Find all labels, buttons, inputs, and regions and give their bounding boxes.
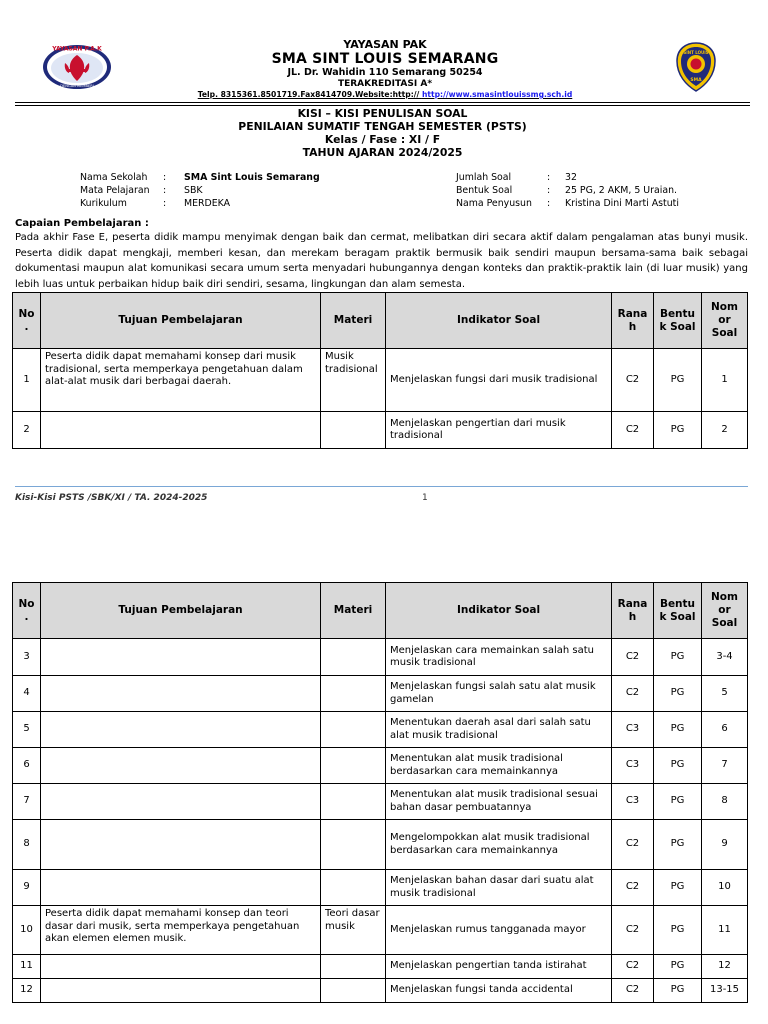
cell-no: 7 <box>13 784 41 820</box>
header-ranah: Rana h <box>612 293 654 349</box>
header-ranah: Rana h <box>612 583 654 639</box>
cell-ranah: C2 <box>612 820 654 870</box>
table-row <box>13 349 748 412</box>
cell-materi <box>321 955 386 979</box>
contact-line <box>120 90 650 100</box>
cell-no: 2 <box>13 412 41 449</box>
cell-ranah: C2 <box>612 639 654 676</box>
table-row <box>13 639 748 676</box>
sint-louis-seal-logo <box>675 41 717 93</box>
logo-right-bottom: SMA <box>690 78 702 83</box>
cell-nomor: 13-15 <box>702 979 748 1003</box>
cell-materi <box>321 870 386 906</box>
capaian-title: Capaian Pembelajaran : <box>15 218 149 229</box>
cell-materi <box>321 676 386 712</box>
cell-indikator: Menjelaskan fungsi salah satu alat musik gamelan <box>386 676 612 712</box>
header-nomor: Nom or Soal <box>702 583 748 639</box>
logo-right-text: SINT LOUIS <box>683 50 709 55</box>
cell-no: 11 <box>13 955 41 979</box>
cell-nomor: 10 <box>702 870 748 906</box>
accreditation: TERAKREDITASI A* <box>337 79 433 89</box>
cell-nomor: 1 <box>702 349 748 412</box>
cell-indikator: Menjelaskan fungsi dari musik tradisional <box>386 349 612 412</box>
identity-left <box>80 171 320 210</box>
cell-ranah: C3 <box>612 748 654 784</box>
cell-materi <box>321 639 386 676</box>
cell-tujuan <box>41 979 321 1003</box>
cell-materi <box>321 820 386 870</box>
cell-bentuk: PG <box>654 784 702 820</box>
cell-materi <box>321 784 386 820</box>
table-row <box>13 784 748 820</box>
cell-bentuk: PG <box>654 955 702 979</box>
header-indikator: Indikator Soal <box>386 293 612 349</box>
cell-bentuk: PG <box>654 820 702 870</box>
identity-value: MERDEKA <box>184 198 231 209</box>
cell-tujuan <box>41 820 321 870</box>
table-row <box>13 412 748 449</box>
header-bentuk: Bentu k Soal <box>654 583 702 639</box>
table-row <box>13 676 748 712</box>
header-tujuan: Tujuan Pembelajaran <box>41 293 321 349</box>
title-line-4: TAHUN AJARAN 2024/2025 <box>302 146 463 159</box>
table-row <box>13 955 748 979</box>
identity-label: Nama Sekolah <box>80 172 148 183</box>
cell-bentuk: PG <box>654 676 702 712</box>
logo-left-bottom: DENGAN MEMBERI <box>60 84 94 88</box>
yayasan-pak-logo <box>40 41 114 91</box>
cell-nomor: 6 <box>702 712 748 748</box>
kisi-table-page-2 <box>12 582 748 1003</box>
cell-ranah: C2 <box>612 979 654 1003</box>
cell-no: 10 <box>13 906 41 955</box>
cell-ranah: C2 <box>612 870 654 906</box>
header-no: No . <box>13 293 41 349</box>
identity-value: 32 <box>565 172 577 183</box>
cell-ranah: C2 <box>612 349 654 412</box>
header-materi: Materi <box>321 293 386 349</box>
cell-tujuan <box>41 955 321 979</box>
cell-no: 8 <box>13 820 41 870</box>
identity-label: Bentuk Soal <box>456 185 513 196</box>
title-line-3: Kelas / Fase : XI / F <box>324 133 441 146</box>
cell-bentuk: PG <box>654 870 702 906</box>
table-body-page-2 <box>13 639 748 1003</box>
title-line-2: PENILAIAN SUMATIF TENGAH SEMESTER (PSTS) <box>238 120 527 133</box>
cell-nomor: 11 <box>702 906 748 955</box>
cell-no: 1 <box>13 349 41 412</box>
cell-materi: Teori dasar musik <box>321 906 386 955</box>
cell-bentuk: PG <box>654 748 702 784</box>
table-row <box>13 748 748 784</box>
cell-ranah: C3 <box>612 712 654 748</box>
cell-no: 4 <box>13 676 41 712</box>
cell-tujuan <box>41 748 321 784</box>
cell-nomor: 9 <box>702 820 748 870</box>
cell-no: 9 <box>13 870 41 906</box>
letterhead <box>120 38 650 100</box>
header-no: No . <box>13 583 41 639</box>
identity-row: Mata Pelajaran : SBK <box>80 185 203 196</box>
identity-value: SBK <box>184 185 203 196</box>
title-line-1: KISI – KISI PENULISAN SOAL <box>297 107 468 120</box>
table-row <box>13 906 748 955</box>
cell-ranah: C2 <box>612 955 654 979</box>
cell-bentuk: PG <box>654 979 702 1003</box>
cell-materi <box>321 748 386 784</box>
cell-indikator: Menjelaskan pengertian dari musik tradisional <box>386 412 612 449</box>
footer-text: Kisi-Kisi PSTS /SBK/XI / TA. 2024-2025 <box>15 493 208 503</box>
page-number: 1 <box>422 493 428 503</box>
letterhead-divider <box>15 102 750 103</box>
table-body-page-1 <box>13 349 748 449</box>
footer-divider <box>15 486 748 487</box>
cell-indikator: Menjelaskan rumus tangganada mayor <box>386 906 612 955</box>
header-bentuk: Bentu k Soal <box>654 293 702 349</box>
kisi-table-page-1 <box>12 292 748 449</box>
cell-indikator: Menjelaskan bahan dasar dari suatu alat musik tradisional <box>386 870 612 906</box>
cell-tujuan <box>41 870 321 906</box>
logo-left-text: YAYASAN P.A.K <box>52 45 102 53</box>
identity-label: Mata Pelajaran <box>80 185 150 196</box>
cell-bentuk: PG <box>654 712 702 748</box>
cell-bentuk: PG <box>654 639 702 676</box>
cell-indikator: Mengelompokkan alat musik tradisional berdasarkan cara memainkannya <box>386 820 612 870</box>
table-row <box>13 870 748 906</box>
header-indikator: Indikator Soal <box>386 583 612 639</box>
contact-text: Telp. 8315361.8501719.Fax8414709.Website:http:// <box>197 90 422 99</box>
cell-ranah: C3 <box>612 784 654 820</box>
cell-no: 5 <box>13 712 41 748</box>
school-address: JL. Dr. Wahidin 110 Semarang 50254 <box>287 67 483 78</box>
table-header-row <box>13 293 748 349</box>
header-materi: Materi <box>321 583 386 639</box>
identity-row: Jumlah Soal : 32 <box>456 172 577 183</box>
table-row <box>13 712 748 748</box>
cell-tujuan <box>41 712 321 748</box>
document-titles <box>15 107 750 159</box>
header-nomor: Nom or Soal <box>702 293 748 349</box>
cell-tujuan: Peserta didik dapat memahami konsep dari musik tradisional, serta memperkaya pengetahuan dalam alat-alat musik dari berbagai daerah. <box>41 349 321 412</box>
cell-no: 3 <box>13 639 41 676</box>
school-name: SMA SINT LOUIS SEMARANG <box>271 51 499 67</box>
identity-row: Nama Penyusun : Kristina Dini Marti Astuti <box>456 198 679 209</box>
cell-tujuan <box>41 784 321 820</box>
cell-nomor: 8 <box>702 784 748 820</box>
identity-value: 25 PG, 2 AKM, 5 Uraian. <box>565 185 678 196</box>
identity-row: Nama Sekolah : SMA Sint Louis Semarang <box>80 172 320 183</box>
cell-indikator: Menentukan alat musik tradisional sesuai bahan dasar pembuatannya <box>386 784 612 820</box>
cell-indikator: Menjelaskan cara memainkan salah satu musik tradisional <box>386 639 612 676</box>
cell-materi <box>321 979 386 1003</box>
cell-tujuan <box>41 676 321 712</box>
cell-indikator: Menentukan daerah asal dari salah satu alat musik tradisional <box>386 712 612 748</box>
cell-no: 12 <box>13 979 41 1003</box>
identity-value: SMA Sint Louis Semarang <box>184 172 320 183</box>
website-link[interactable]: http://www.smasintlouissmg.sch.id <box>421 90 573 99</box>
table-row <box>13 820 748 870</box>
cell-tujuan: Peserta didik dapat memahami konsep dan teori dasar dari musik, serta memperkaya pengetahuan akan elemen elemen musik. <box>41 906 321 955</box>
table-row <box>13 979 748 1003</box>
identity-label: Nama Penyusun <box>456 198 532 209</box>
cell-nomor: 3-4 <box>702 639 748 676</box>
identity-label: Kurikulum <box>80 198 127 209</box>
cell-nomor: 5 <box>702 676 748 712</box>
cell-materi <box>321 412 386 449</box>
identity-row: Kurikulum : MERDEKA <box>80 198 231 209</box>
cell-indikator: Menjelaskan fungsi tanda accidental <box>386 979 612 1003</box>
capaian-text: Pada akhir Fase E, peserta didik mampu menyimak dengan baik dan cermat, melibatkan diri secara aktif dalam pengalaman atas bunyi musik. Peserta didik dapat mengkaji, memberi kesan, dan merekam beragam praktik bermusik baik sendiri maupun bersama-sama baik sebagai dokumentasi maupun alat komunikasi secara umum serta menyadari hubungannya dengan konteks dan praktik-praktik lain (di luar musik) yang lebih luas untuk perbaikan hidup baik diri sendiri, sesama, lingkungan dan alam semesta. <box>15 232 748 290</box>
cell-indikator: Menentukan alat musik tradisional berdasarkan cara memainkannya <box>386 748 612 784</box>
cell-ranah: C2 <box>612 906 654 955</box>
cell-bentuk: PG <box>654 349 702 412</box>
cell-no: 6 <box>13 748 41 784</box>
cell-materi: Musik tradisional <box>321 349 386 412</box>
cell-nomor: 2 <box>702 412 748 449</box>
foundation-name: YAYASAN PAK <box>343 38 427 51</box>
identity-row: Bentuk Soal : 25 PG, 2 AKM, 5 Uraian. <box>456 185 678 196</box>
cell-bentuk: PG <box>654 412 702 449</box>
cell-ranah: C2 <box>612 412 654 449</box>
table-header-row <box>13 583 748 639</box>
cell-materi <box>321 712 386 748</box>
identity-right <box>456 171 679 210</box>
letterhead-divider-thin <box>15 105 750 106</box>
identity-value: Kristina Dini Marti Astuti <box>565 198 679 209</box>
cell-ranah: C2 <box>612 676 654 712</box>
identity-label: Jumlah Soal <box>456 172 512 183</box>
cell-nomor: 12 <box>702 955 748 979</box>
cell-tujuan <box>41 639 321 676</box>
cell-indikator: Menjelaskan pengertian tanda istirahat <box>386 955 612 979</box>
cell-tujuan <box>41 412 321 449</box>
cell-bentuk: PG <box>654 906 702 955</box>
header-tujuan: Tujuan Pembelajaran <box>41 583 321 639</box>
cell-nomor: 7 <box>702 748 748 784</box>
